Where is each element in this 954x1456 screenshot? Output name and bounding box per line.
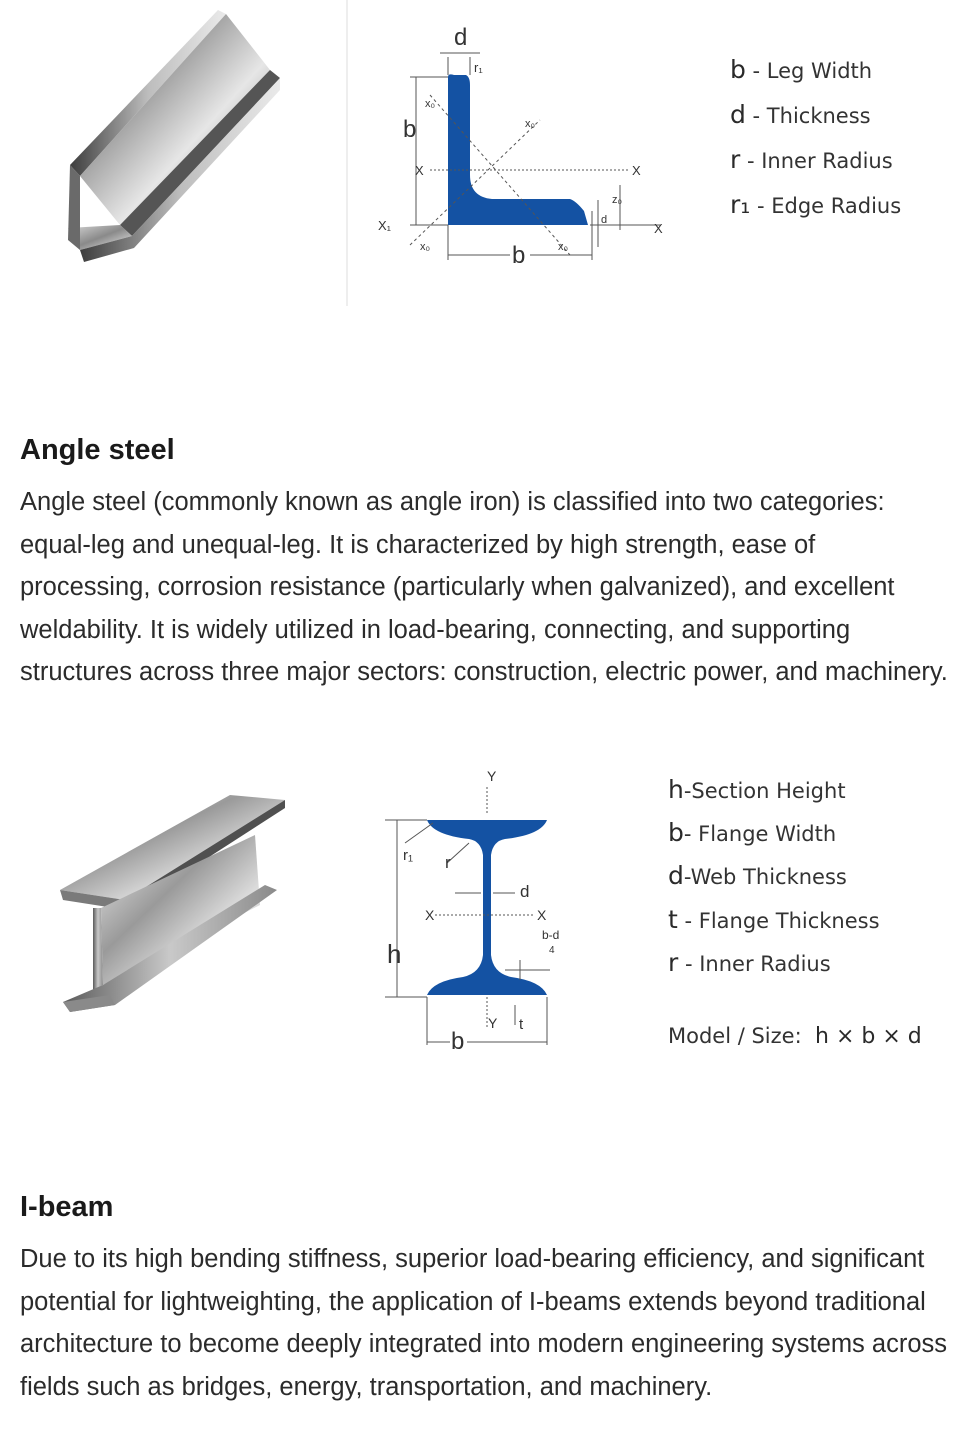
angle-label-x-far: X xyxy=(654,221,663,236)
angle-steel-description: Angle steel (commonly known as angle iron) is classified into two categories: equal-leg and unequal-leg. It is characterized by high strength, ease of processing, corrosion resistance (particularly when galvanized), and excellent weldability. It is widely utilized in load-bearing, connecting, and supporting structures across three major sectors: construction, electric power, and machinery. xyxy=(20,488,948,687)
legend-text: - Inner Radius xyxy=(740,149,893,173)
angle-label-x0-a: x₀ xyxy=(425,98,436,110)
ibeam-label-y-top: Y xyxy=(487,768,497,784)
ibeam-legend-item-d xyxy=(668,861,847,890)
legend-symbol: h xyxy=(668,775,684,804)
model-size-label: Model / Size: xyxy=(668,1024,802,1048)
ibeam-label-r: r xyxy=(445,853,451,872)
angle-steel-title: Angle steel xyxy=(20,434,175,466)
angle-label-x-left: X xyxy=(415,163,424,178)
angle-label-x0-d: x₀ xyxy=(558,241,569,253)
ibeam-label-y-bottom: Y xyxy=(488,1015,498,1031)
ibeam-label-r1: r₁ xyxy=(403,847,414,864)
column-divider xyxy=(346,0,348,306)
legend-symbol: d xyxy=(668,861,684,890)
legend-text: - Thickness xyxy=(745,104,871,128)
angle-legend-item-d xyxy=(730,100,871,129)
ibeam-legend-item-t xyxy=(668,905,880,934)
legend-text: - Flange Thickness xyxy=(677,909,880,933)
ibeam-label-bd-num: b-d xyxy=(542,928,560,942)
model-size-formula: h × b × d xyxy=(815,1024,922,1049)
ibeam-legend-item-h xyxy=(668,775,846,804)
angle-label-r1: r₁ xyxy=(474,60,483,75)
legend-text: - Edge Radius xyxy=(750,194,902,218)
angle-label-d-small: d xyxy=(601,214,608,226)
legend-text: -Section Height xyxy=(683,779,846,803)
legend-symbol: r xyxy=(730,145,741,174)
legend-symbol: t xyxy=(668,905,678,934)
legend-symbol: d xyxy=(730,100,746,129)
angle-legend-item-r xyxy=(730,145,893,174)
angle-label-d: d xyxy=(454,24,468,51)
i-beam-profile-shape xyxy=(427,820,547,995)
angle-profile-shape xyxy=(448,74,588,225)
legend-text: -Web Thickness xyxy=(683,865,847,889)
angle-steel-photo xyxy=(40,0,300,280)
legend-symbol: b xyxy=(730,55,746,84)
ibeam-label-b: b xyxy=(451,1028,465,1055)
angle-label-x0-c: x₀ xyxy=(420,241,431,253)
legend-symbol: r xyxy=(668,948,679,977)
i-beam-title: I-beam xyxy=(20,1191,114,1223)
ibeam-label-t: t xyxy=(519,1016,524,1033)
legend-text: - Leg Width xyxy=(745,59,873,83)
angle-label-x-right: X xyxy=(632,163,641,178)
ibeam-label-d: d xyxy=(520,882,530,901)
angle-label-b-bottom: b xyxy=(512,242,526,269)
angle-label-x1: X₁ xyxy=(378,218,392,233)
ibeam-legend-item-r xyxy=(668,948,831,977)
i-beam-diagram xyxy=(375,765,595,1055)
ibeam-label-h: h xyxy=(387,939,402,969)
i-beam-photo xyxy=(55,780,295,1020)
angle-label-r: r xyxy=(495,174,501,193)
angle-label-z0: z₀ xyxy=(612,194,623,206)
ibeam-label-bd-den: 4 xyxy=(549,945,555,956)
legend-text: - Flange Width xyxy=(683,822,837,846)
angle-legend-item-r1 xyxy=(730,190,901,219)
ibeam-label-x-left: X xyxy=(425,907,435,923)
ibeam-model-size xyxy=(668,1024,922,1049)
ibeam-label-x-right: X xyxy=(537,907,547,923)
i-beam-description: Due to its high bending stiffness, superior load-bearing efficiency, and significant potential for lightweighting, the application of I-beams extends beyond traditional architecture to become deeply integrated into modern engineering systems across fields such as bridges, energy, transportation, and machinery. xyxy=(20,1245,948,1401)
angle-label-b-left: b xyxy=(403,116,417,143)
ibeam-legend-item-b xyxy=(668,818,836,847)
legend-text: - Inner Radius xyxy=(678,952,831,976)
angle-label-x0-b: x₀ xyxy=(525,118,536,130)
legend-symbol: r₁ xyxy=(730,190,751,219)
legend-symbol: b xyxy=(668,818,684,847)
angle-steel-diagram xyxy=(370,15,680,275)
angle-legend-item-b xyxy=(730,55,872,84)
